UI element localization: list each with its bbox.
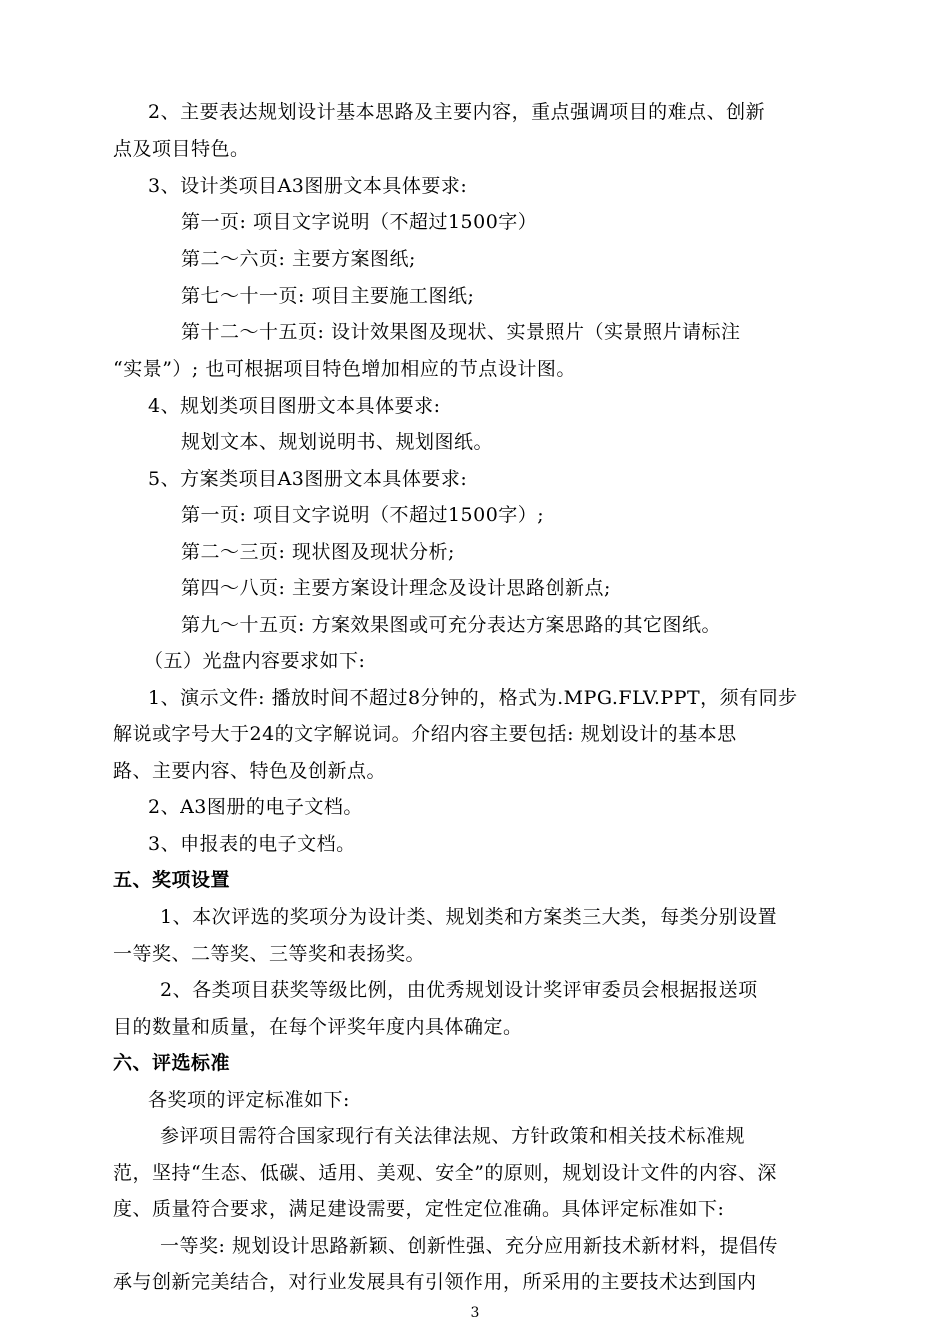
text-line: 承与创新完美结合，对行业发展具有引领作用，所采用的主要技术达到国内 [113,1271,757,1293]
text-line: 路、主要内容、特色及创新点。 [113,760,387,782]
text-line: 参评项目需符合国家现行有关法律法规、方针政策和相关技术标准规 [160,1125,746,1147]
text-line: 一等奖: 规划设计思路新颖、创新性强、充分应用新技术新材料，提倡传 [160,1235,778,1257]
text-line: 第七～十一页: 项目主要施工图纸; [181,285,475,307]
text-line: 一等奖、二等奖、三等奖和表扬奖。 [113,943,426,965]
text-line: 4、规划类项目图册文本具体要求: [148,395,441,417]
text-line: 第一页: 项目文字说明（不超过1500字）; [181,504,545,526]
text-line: 规划文本、规划说明书、规划图纸。 [181,431,494,453]
text-line: 1、本次评选的奖项分为设计类、规划类和方案类三大类，每类分别设置 [160,906,778,928]
section-heading: 五、奖项设置 [113,869,231,891]
text-line: 3、申报表的电子文档。 [148,833,356,855]
text-line: 度、质量符合要求，满足建设需要，定性定位准确。具体评定标准如下: [113,1198,725,1220]
text-line: 第一页: 项目文字说明（不超过1500字） [181,211,538,233]
text-line: 目的数量和质量，在每个评奖年度内具体确定。 [113,1016,523,1038]
text-line: 第十二～十五页: 设计效果图及现状、实景照片（实景照片请标注 [181,321,741,343]
text-line: 第九～十五页: 方案效果图或可充分表达方案思路的其它图纸。 [181,614,721,636]
text-line: 2、A3图册的电子文档。 [148,796,363,818]
text-line: 3、设计类项目A3图册文本具体要求: [148,175,468,197]
text-line: 2、主要表达规划设计基本思路及主要内容，重点强调项目的难点、创新 [148,101,766,123]
text-line: 各奖项的评定标准如下: [148,1089,350,1111]
section-heading: 六、评选标准 [113,1052,231,1074]
text-line: 范，坚持“生态、低碳、适用、美观、安全”的原则，规划设计文件的内容、深 [113,1162,777,1184]
text-line: 解说或字号大于24的文字解说词。介绍内容主要包括: 规划设计的基本思 [113,723,737,745]
text-line: 第二～三页: 现状图及现状分析; [181,541,455,563]
text-line: 第四～八页: 主要方案设计理念及设计思路创新点; [181,577,611,599]
text-line: （五）光盘内容要求如下: [144,650,366,672]
page-number: 3 [470,1305,480,1321]
text-line: 2、各类项目获奖等级比例，由优秀规划设计奖评审委员会根据报送项 [160,979,758,1001]
text-line: 点及项目特色。 [113,138,250,160]
text-line: 第二～六页: 主要方案图纸; [181,248,416,270]
text-line: 5、方案类项目A3图册文本具体要求: [148,468,468,490]
text-line: 1、演示文件: 播放时间不超过8分钟的，格式为.MPG.FLV.PPT，须有同步 [148,687,798,709]
text-line: “实景”）; 也可根据项目特色增加相应的节点设计图。 [113,358,576,380]
